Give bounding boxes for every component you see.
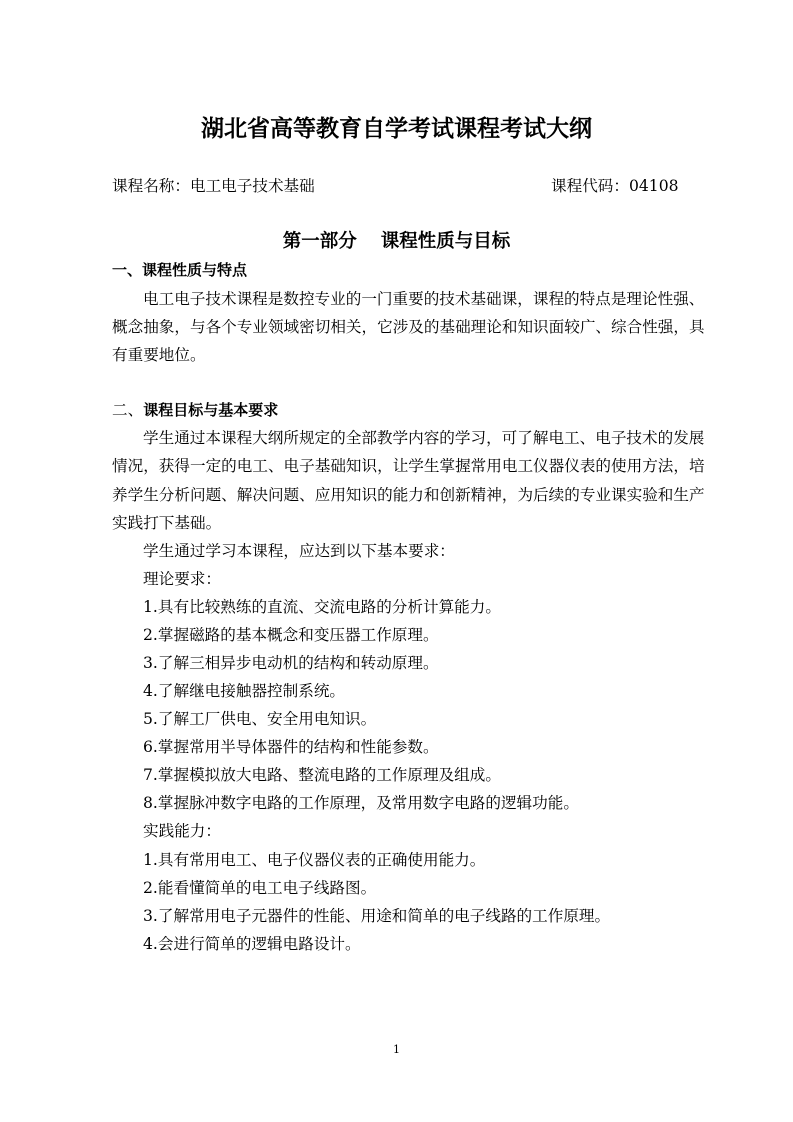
- theory-item: 7.掌握模拟放大电路、整流电路的工作原理及组成。: [143, 766, 501, 784]
- paragraph-line: 情况，获得一定的电工、电子基础知识，让学生掌握常用电工仪器仪表的使用方法，培: [112, 457, 705, 475]
- section2-title: 课程目标与基本要求: [143, 401, 279, 419]
- paragraph-line: 实践打下基础。: [112, 514, 222, 532]
- paragraph-line: 养学生分析问题、解决问题、应用知识的能力和创新精神，为后续的专业课实验和生产: [112, 486, 705, 504]
- practice-item: 4.会进行简单的逻辑电路设计。: [143, 935, 361, 953]
- page-number: 1: [393, 1043, 400, 1056]
- document-title: 湖北省高等教育自学考试课程考试大纲: [201, 116, 592, 142]
- theory-label: 理论要求：: [143, 570, 221, 588]
- paragraph-line: 学生通过本课程大纲所规定的全部教学内容的学习，可了解电工、电子技术的发展: [143, 429, 705, 447]
- course-name: 课程名称：电工电子技术基础: [112, 177, 315, 195]
- paragraph-line: 有重要地位。: [112, 346, 206, 364]
- section2-prefix: 二、: [112, 401, 144, 419]
- practice-item: 2.能看懂简单的电工电子线路图。: [143, 879, 377, 897]
- theory-item: 6.掌握常用半导体器件的结构和性能参数。: [143, 738, 439, 756]
- theory-item: 4.了解继电接触器控制系统。: [143, 682, 346, 700]
- practice-item: 1.具有常用电工、电子仪器仪表的正确使用能力。: [143, 851, 486, 869]
- course-code: 课程代码：04108: [551, 177, 679, 195]
- section2-heading: [112, 400, 278, 420]
- part-heading: [0, 229, 793, 255]
- practice-item: 3.了解常用电子元器件的性能、用途和简单的电子线路的工作原理。: [143, 907, 611, 925]
- section1-heading: 一、课程性质与特点: [112, 261, 248, 279]
- paragraph-line: 电工电子技术课程是数控专业的一门重要的技术基础课，课程的特点是理论性强、: [143, 290, 705, 308]
- theory-item: 1.具有比较熟练的直流、交流电路的分析计算能力。: [143, 598, 501, 616]
- theory-item: 8.掌握脉冲数字电路的工作原理，及常用数字电路的逻辑功能。: [143, 794, 579, 812]
- part-number: 第一部分: [282, 231, 357, 252]
- paragraph-line: 概念抽象，与各个专业领域密切相关，它涉及的基础理论和知识面较广、综合性强，具: [112, 318, 705, 336]
- practice-label: 实践能力：: [143, 822, 221, 840]
- theory-item: 5.了解工厂供电、安全用电知识。: [143, 710, 377, 728]
- theory-item: 2.掌握磁路的基本概念和变压器工作原理。: [143, 626, 439, 644]
- part-name: 课程性质与目标: [380, 231, 511, 252]
- theory-item: 3.了解三相异步电动机的结构和转动原理。: [143, 654, 439, 672]
- requirements-intro: 学生通过学习本课程，应达到以下基本要求：: [143, 542, 455, 560]
